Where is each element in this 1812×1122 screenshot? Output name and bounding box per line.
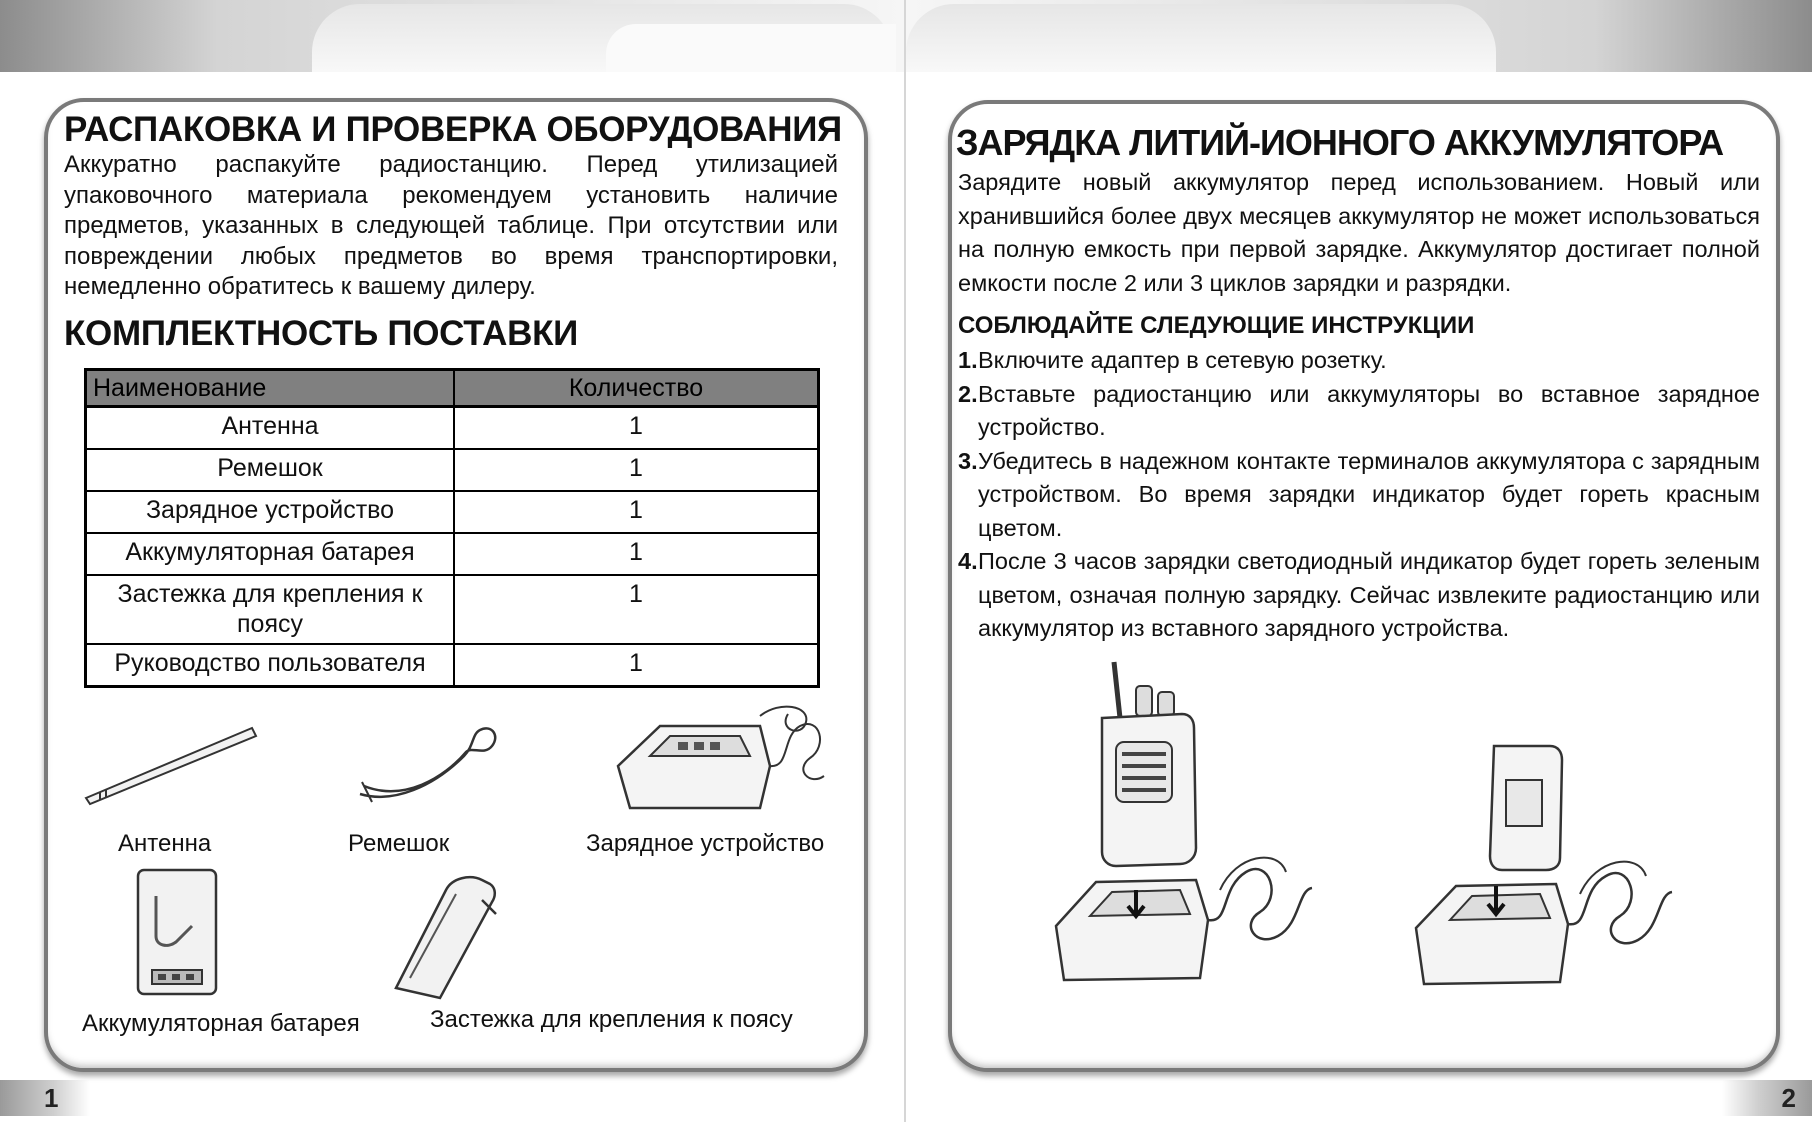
item-quantity: 1 — [454, 533, 819, 575]
item-quantity: 1 — [454, 407, 819, 450]
instruction-step — [958, 344, 1760, 378]
belt-clip-caption: Застежка для крепления к поясу — [430, 1006, 793, 1033]
page-number-left: 1 — [0, 1080, 90, 1116]
table-row — [86, 491, 819, 533]
page-number-right: 2 — [1722, 1080, 1812, 1116]
strap-illustration — [354, 716, 504, 806]
step-number: 1. — [958, 347, 978, 373]
step-number: 3. — [958, 447, 978, 474]
item-quantity: 1 — [454, 449, 819, 491]
item-name: Антенна — [86, 407, 455, 450]
item-quantity: 1 — [454, 644, 819, 687]
step-text: Включите адаптер в сетевую розетку. — [978, 347, 1387, 373]
strap-caption: Ремешок — [348, 830, 450, 857]
step-number: 4. — [958, 548, 978, 574]
charging-title: ЗАРЯДКА ЛИТИЙ-ИОННОГО АККУМУЛЯТОРА — [956, 122, 1724, 163]
item-name: Застежка для крепления к поясу — [86, 575, 455, 644]
battery-caption: Аккумуляторная батарея — [82, 1010, 360, 1037]
left-header-tab-inner — [606, 24, 896, 72]
table-row — [86, 407, 819, 450]
table-row — [86, 533, 819, 575]
instruction-step — [958, 445, 1760, 546]
table-row — [86, 575, 819, 644]
item-quantity: 1 — [454, 491, 819, 533]
item-name: Ремешок — [86, 449, 455, 491]
column-header-quantity: Количество — [454, 370, 819, 407]
instruction-step — [958, 545, 1760, 646]
item-name: Зарядное устройство — [86, 491, 455, 533]
step-text: Убедитесь в надежном контакте терминалов аккумулятора с зарядным устройством. Во время зарядки индикатор будет гореть красным цветом. — [978, 447, 1760, 541]
unpacking-title: РАСПАКОВКА И ПРОВЕРКА ОБОРУДОВАНИЯ — [64, 110, 842, 149]
step-text: После 3 часов зарядки светодиодный индикатор будет гореть зеленым цветом, означая полную зарядку. Сейчас извлеките радиостанцию или аккумулятор из вставного зарядного устройства. — [978, 548, 1760, 641]
instruction-step — [958, 378, 1760, 445]
item-quantity: 1 — [454, 575, 819, 644]
item-name: Аккумуляторная батарея — [86, 533, 455, 575]
right-header-tab — [906, 4, 1496, 72]
item-name: Руководство пользователя — [86, 644, 455, 687]
page-divider — [904, 0, 906, 1122]
battery-illustration — [132, 866, 222, 998]
column-header-name: Наименование — [86, 370, 455, 407]
instruction-steps — [958, 344, 1760, 646]
kit-table — [84, 368, 820, 688]
charger-caption: Зарядное устройство — [586, 830, 825, 857]
step-number: 2. — [958, 380, 978, 407]
belt-clip-illustration — [386, 870, 506, 1000]
battery-charging-illustration — [1410, 740, 1680, 990]
kit-table-header — [86, 370, 819, 407]
step-text: Вставьте радиостанцию или аккумуляторы во вставное зарядное устройство. — [978, 380, 1760, 440]
table-row — [86, 449, 819, 491]
radio-charging-illustration — [1050, 658, 1320, 988]
kit-title: КОМПЛЕКТНОСТЬ ПОСТАВКИ — [64, 314, 579, 353]
antenna-caption: Антенна — [118, 830, 212, 857]
charging-intro: Зарядите новый аккумулятор перед использованием. Новый или хранившийся более двух месяцев аккумулятор не может использоваться на полную емкость при первой зарядке. Аккумулятор достигает полной емкости после 2 или 3 циклов зарядки и разрядки. — [958, 169, 1760, 296]
unpacking-intro: Аккуратно распакуйте радиостанцию. Перед утилизацией упаковочного материала рекомендуем установить наличие предметов, указанных в следующей таблице. При отсутствии или повреждении любых предметов во время транспортировки, немедленно обратитесь к вашему дилеру. — [64, 151, 838, 300]
antenna-illustration — [80, 714, 260, 804]
charger-illustration — [610, 696, 830, 826]
instructions-title: СОБЛЮДАЙТЕ СЛЕДУЮЩИЕ ИНСТРУКЦИИ — [958, 312, 1475, 339]
table-row — [86, 644, 819, 687]
